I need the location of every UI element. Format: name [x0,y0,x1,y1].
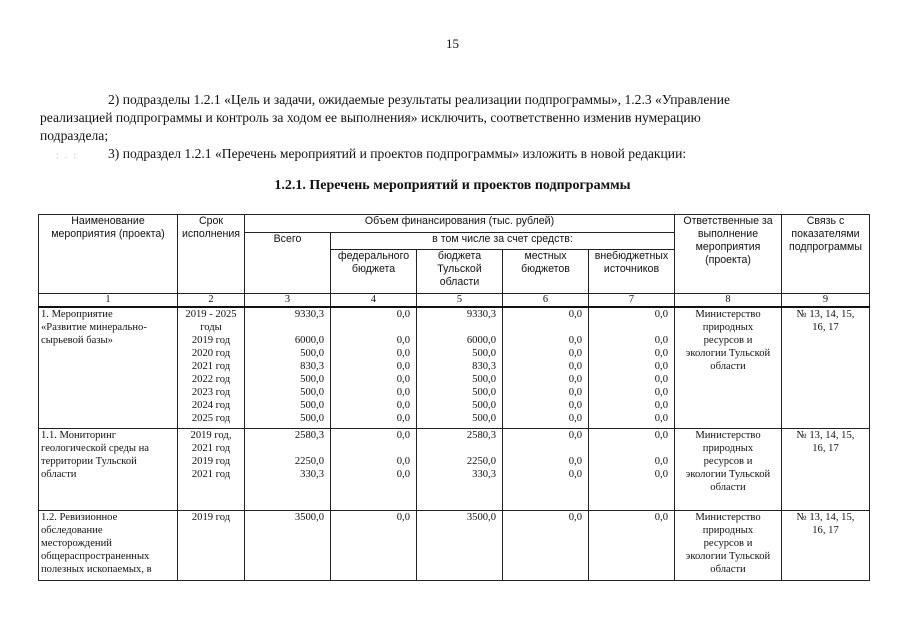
cell-line: 3500,0 [294,511,324,523]
cell-line: 2020 год [191,348,231,359]
paragraph-2-line-2: реализацией подпрограммы и контроль за ходом ее выполнения» исключить, соответственно изменив нумерацию [40,110,701,125]
cell-line: общераспространенных [41,550,150,562]
cell-line [591,321,668,334]
header-local: местных бюджетов [503,250,589,294]
cell-extra [589,307,675,428]
cell-line: 0,0 [654,400,668,411]
col-number: 6 [503,294,589,308]
cell-line: 2021 год [191,442,231,454]
cell-line: месторождений [41,537,112,549]
cell-extra [589,428,675,510]
cell-line [247,442,324,455]
cell-line: 0,0 [396,468,410,480]
cell-line: 2580,3 [466,429,496,441]
cell-regional [417,510,503,580]
cell-line: 0,0 [568,400,582,411]
cell-line: 2019 год, [190,429,232,441]
cell-line: природных [702,442,754,454]
cell-federal [331,428,417,510]
cell-total [245,307,331,428]
cell-line: 16, 17 [812,322,839,333]
cell-line: 0,0 [396,400,410,411]
cell-line [333,442,410,455]
cell-line: 0,0 [654,348,668,359]
cell-line: 500,0 [472,400,496,411]
cell-line: экологии Тульской [685,468,771,480]
col-number: 7 [589,294,675,308]
cell-line: 0,0 [568,309,582,320]
cell-line: экологии Тульской [685,550,771,562]
cell-responsible [675,428,782,510]
cell-line: 3500,0 [466,511,496,523]
cell-line: 0,0 [654,413,668,424]
cell-total [245,428,331,510]
cell-line: ресурсов и [703,537,753,549]
cell-name [39,510,178,580]
cell-responsible [675,510,782,580]
cell-line: 0,0 [654,309,668,320]
cell-line [247,321,324,334]
measures-table [38,214,870,581]
scan-noise-marks: : . : [56,150,78,160]
cell-line: 0,0 [396,361,410,372]
col-number: 3 [245,294,331,308]
header-incl: в том числе за счет средств: [331,233,675,250]
header-responsible: Ответственные за выполнение мероприятия (проекта) [675,215,782,294]
cell-line: 2250,0 [466,455,496,467]
cell-line: 0,0 [654,335,668,346]
header-regional: бюджета Тульской области [417,250,503,294]
header-name: Наименование мероприятия (проекта) [39,215,178,294]
cell-regional [417,428,503,510]
cell-line [505,321,582,334]
cell-line: 2019 год [191,455,231,467]
cell-line [591,442,668,455]
col-number: 9 [782,294,870,308]
cell-line: 0,0 [568,468,582,480]
cell-line: 500,0 [300,374,324,385]
cell-line: 0,0 [568,335,582,346]
col-number: 1 [39,294,178,308]
cell-line: 2019 год [191,511,231,523]
cell-line: 1. Мероприятие [41,309,113,320]
cell-line: 0,0 [396,309,410,320]
paragraph-2-line-1: 2) подразделы 1.2.1 «Цель и задачи, ожидаемые результаты реализации подпрограммы», 1.2.3 «Управление [108,92,731,107]
cell-line: 500,0 [300,400,324,411]
cell-line: 0,0 [654,455,668,467]
cell-link [782,428,870,510]
cell-line: области [710,563,746,575]
cell-line: 500,0 [300,413,324,424]
cell-line: Министерство [695,511,761,523]
page-number: 15 [446,36,459,51]
cell-line: 16, 17 [812,524,839,536]
cell-line: 6000,0 [466,335,496,346]
cell-line: ресурсов и [703,335,753,346]
table-row [39,428,870,510]
header-federal: федерального бюджета [331,250,417,294]
cell-line: годы [200,322,222,333]
cell-line: 0,0 [654,374,668,385]
cell-federal [331,510,417,580]
cell-line: 2021 год [191,361,231,372]
cell-line: 330,3 [300,468,324,480]
cell-line: 830,3 [300,361,324,372]
cell-line: 0,0 [654,387,668,398]
cell-line: 2024 год [191,400,231,411]
cell-line: Министерство [695,309,761,320]
cell-local [503,428,589,510]
cell-total [245,510,331,580]
cell-line: 0,0 [396,348,410,359]
cell-period [178,307,245,428]
col-number: 4 [331,294,417,308]
cell-regional [417,307,503,428]
cell-line: 0,0 [396,335,410,346]
cell-line: 2023 год [191,387,231,398]
cell-line: 830,3 [472,361,496,372]
cell-line: 2021 год [191,468,231,480]
cell-line: 0,0 [654,511,668,523]
cell-line [505,442,582,455]
cell-local [503,307,589,428]
cell-line: 9330,3 [294,309,324,320]
cell-line: 330,3 [472,468,496,480]
cell-line: 0,0 [568,455,582,467]
cell-line: 2025 год [191,413,231,424]
cell-line: 0,0 [396,429,410,441]
cell-line: 500,0 [472,387,496,398]
header-extra: внебюджетных источников [589,250,675,294]
cell-line: 1.2. Ревизионное [41,511,118,523]
cell-line: области [710,481,746,493]
cell-line: сырьевой базы» [41,335,113,346]
cell-line: природных [702,322,754,333]
cell-line: 0,0 [654,468,668,480]
header-period: Срок исполнения [178,215,245,294]
cell-line: 0,0 [568,361,582,372]
section-heading: 1.2.1. Перечень мероприятий и проектов подпрограммы [274,178,631,193]
cell-line: области [41,468,77,480]
cell-federal [331,307,417,428]
cell-line: области [710,361,746,372]
cell-line: 500,0 [472,413,496,424]
cell-line: 0,0 [568,511,582,523]
cell-line: геологической среды на [41,442,149,454]
cell-line: Министерство [695,429,761,441]
cell-line [333,321,410,334]
header-funding: Объем финансирования (тыс. рублей) [245,215,675,233]
cell-line: № 13, 14, 15, [796,309,855,320]
cell-line: 1.1. Мониторинг [41,429,117,441]
cell-line: 2022 год [191,374,231,385]
paragraph-2 [40,91,853,145]
cell-line: 0,0 [396,374,410,385]
header-link: Связь с показателями подпрограммы [782,215,870,294]
cell-local [503,510,589,580]
cell-line: 0,0 [568,387,582,398]
paragraph-2-line-3: подраздела; [40,128,109,143]
cell-line: 0,0 [568,348,582,359]
cell-line: 500,0 [300,348,324,359]
cell-period [178,510,245,580]
cell-line: 0,0 [568,429,582,441]
paragraph-3: 3) подраздел 1.2.1 «Перечень мероприятий и проектов подпрограммы» изложить в новой редакции: [108,146,687,161]
cell-line: 9330,3 [466,309,496,320]
col-number: 2 [178,294,245,308]
cell-line: природных [702,524,754,536]
cell-name [39,307,178,428]
table-row [39,510,870,580]
cell-line: ресурсов и [703,455,753,467]
cell-line: 500,0 [300,387,324,398]
col-number: 8 [675,294,782,308]
cell-line [419,442,496,455]
cell-line: 16, 17 [812,442,839,454]
cell-line: № 13, 14, 15, [796,511,855,523]
cell-line: 500,0 [472,374,496,385]
header-total: Всего [245,233,331,294]
cell-line: 0,0 [396,413,410,424]
cell-line: 0,0 [396,387,410,398]
cell-extra [589,510,675,580]
cell-line: № 13, 14, 15, [796,429,855,441]
table-row [39,307,870,428]
cell-line [419,321,496,334]
cell-line: 0,0 [396,455,410,467]
cell-line: 2019 год [191,335,231,346]
cell-line: 0,0 [654,429,668,441]
cell-name [39,428,178,510]
cell-line: территории Тульской [41,455,137,467]
cell-line: 2250,0 [294,455,324,467]
col-number: 5 [417,294,503,308]
cell-line: 6000,0 [294,335,324,346]
cell-line: обследование [41,524,103,536]
cell-line: 0,0 [396,511,410,523]
cell-line: 0,0 [568,374,582,385]
cell-responsible [675,307,782,428]
cell-line: 2580,3 [294,429,324,441]
cell-line: «Развитие минерально- [41,322,147,333]
cell-line: 500,0 [472,348,496,359]
cell-line: 0,0 [568,413,582,424]
cell-link [782,307,870,428]
cell-line: 2019 - 2025 [185,309,237,320]
cell-link [782,510,870,580]
cell-line: экологии Тульской [685,348,771,359]
cell-line: полезных ископаемых, в [41,563,152,575]
cell-period [178,428,245,510]
cell-line: 0,0 [654,361,668,372]
